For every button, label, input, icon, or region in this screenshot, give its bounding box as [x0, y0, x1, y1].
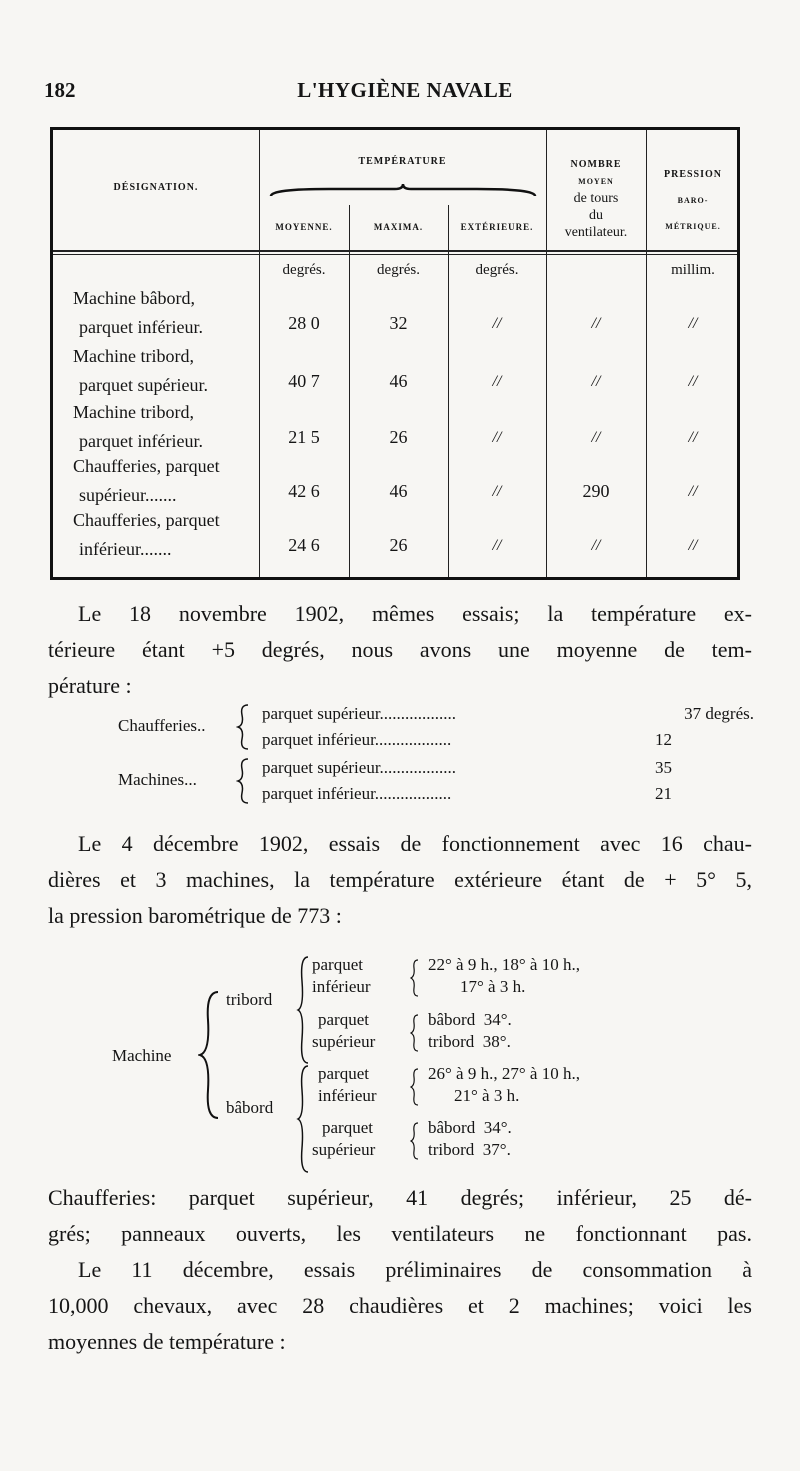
brace-glyph: [236, 703, 250, 751]
cell-pression: //: [688, 429, 698, 446]
cell-pression: //: [688, 483, 698, 500]
cell-moyenne: 28 0: [288, 313, 320, 333]
machine-label: Machine: [112, 1046, 172, 1065]
cell-moyenne: 24 6: [288, 535, 320, 555]
column-divider: [448, 205, 449, 577]
temperature-brace: [269, 182, 537, 198]
header-exterieure: EXTÉRIEURE.: [460, 222, 534, 232]
list-item-value: 12: [655, 730, 672, 749]
paragraph-line: pérature :: [48, 673, 132, 698]
list-item-text: parquet supérieur..................: [262, 704, 457, 723]
babord-label: bâbord: [226, 1098, 274, 1117]
cell-exterieure: //: [492, 483, 502, 500]
babord-superieur-value-1: bâbord 34°.: [428, 1118, 512, 1137]
header-nombre-line: MOYEN: [578, 177, 614, 186]
list-item-text: parquet inférieur..................: [262, 784, 452, 803]
cell-exterieure: //: [492, 373, 502, 390]
babord-parquet-inferieur-2: inférieur: [318, 1086, 377, 1105]
row-label-line: parquet inférieur.: [79, 317, 203, 337]
babord-inferieur-value-2: 21° à 3 h.: [454, 1086, 520, 1105]
list-item-value: 35: [655, 758, 672, 777]
header-maxima: MAXIMA.: [373, 222, 424, 232]
list-item-text: parquet inférieur..................: [262, 730, 452, 749]
header-pression: [646, 162, 740, 240]
cell-moyenne: 21 5: [288, 427, 320, 447]
paragraph-line: moyennes de température :: [48, 1329, 286, 1354]
unit-exterieure: degrés.: [475, 262, 519, 278]
paragraph-line: 10,000 chevaux, avec 28 chaudières et 2 machines; voici les: [48, 1293, 752, 1318]
cell-tours: //: [591, 429, 601, 446]
babord-inferieur-value-1: 26° à 9 h., 27° à 10 h.,: [428, 1064, 580, 1083]
paragraph: [48, 596, 752, 704]
paragraph-line: dières et 3 machines, la température extérieure étant de + 5° 5,: [48, 867, 752, 892]
babord-parquet-inferieur-1: parquet: [318, 1064, 369, 1083]
tribord-superieur-value-2: tribord 38°.: [428, 1032, 511, 1051]
header-designation: DÉSIGNATION.: [113, 182, 199, 193]
group-label-machines: Machines...: [118, 770, 197, 789]
paragraph-line: Le 18 novembre 1902, mêmes essais; la température ex-: [78, 601, 752, 626]
unit-pression: millim.: [671, 262, 715, 278]
brace-glyph: [410, 1013, 420, 1053]
row-label-line: Machine tribord,: [73, 402, 194, 422]
row-label-line: Machine tribord,: [73, 346, 194, 366]
babord-parquet-superieur-1: parquet: [322, 1118, 373, 1137]
table-row-label: [73, 398, 271, 456]
row-label-line: inférieur.......: [79, 539, 172, 559]
tribord-parquet-superieur-2: supérieur: [312, 1032, 376, 1051]
header-pression-line: PRESSION: [663, 169, 722, 180]
cell-exterieure: //: [492, 315, 502, 332]
tribord-label: tribord: [226, 990, 273, 1009]
header-rule: [53, 250, 737, 252]
brace-glyph: [410, 958, 420, 998]
paragraph: [48, 1180, 752, 1360]
header-nombre: [546, 156, 646, 241]
cell-moyenne: 40 7: [288, 371, 320, 391]
cell-exterieure: //: [492, 429, 502, 446]
row-label-line: Chaufferies, parquet: [73, 510, 220, 530]
tribord-parquet-inferieur-1: parquet: [312, 955, 363, 974]
cell-maxima: 46: [389, 481, 408, 501]
brace-glyph: [296, 955, 310, 1065]
cell-tours: //: [591, 373, 601, 390]
cell-moyenne: 42 6: [288, 481, 320, 501]
brace-glyph: [236, 757, 250, 805]
unit-moyenne: degrés.: [282, 262, 326, 278]
cell-tours: //: [591, 315, 601, 332]
brace-glyph: [410, 1067, 420, 1107]
running-title: L'HYGIÈNE NAVALE: [297, 78, 513, 102]
brace-glyph: [198, 990, 220, 1120]
cell-pression: //: [688, 537, 698, 554]
table-row-label: [73, 284, 271, 342]
header-rule: [53, 254, 737, 255]
cell-tours: 290: [582, 481, 610, 501]
paragraph-line: Le 11 décembre, essais préliminaires de consommation à: [78, 1257, 752, 1282]
cell-maxima: 46: [389, 371, 408, 391]
list-item-value: 21: [655, 784, 672, 803]
row-label-line: Machine bâbord,: [73, 288, 195, 308]
brace-glyph: [296, 1064, 310, 1174]
paragraph-line: térieure étant +5 degrés, nous avons une moyenne de tem-: [48, 637, 752, 662]
row-label-line: supérieur.......: [79, 485, 177, 505]
group-label-chaufferies: Chaufferies..: [118, 716, 206, 735]
tribord-inferieur-value-2: 17° à 3 h.: [460, 977, 526, 996]
header-temperature: TEMPÉRATURE: [358, 156, 447, 167]
paragraph-line: Chaufferies: parquet supérieur, 41 degrés; inférieur, 25 dé-: [48, 1185, 752, 1210]
header-moyenne: MOYENNE.: [275, 222, 333, 232]
babord-parquet-superieur-2: supérieur: [312, 1140, 376, 1159]
page-number: 182: [44, 78, 76, 102]
table-row-label: [73, 506, 271, 564]
brace-glyph: [410, 1121, 420, 1161]
table-row-label: [73, 452, 271, 510]
paragraph-line: Le 4 décembre 1902, essais de fonctionnement avec 16 chau-: [78, 831, 752, 856]
cell-maxima: 32: [389, 313, 408, 333]
header-nombre-line: du: [589, 208, 603, 223]
paragraph-line: grés; panneaux ouverts, les ventilateurs ne fonctionnant pas.: [48, 1221, 752, 1246]
header-nombre-line: NOMBRE: [570, 159, 622, 170]
temperature-table: [50, 127, 740, 580]
babord-superieur-value-2: tribord 37°.: [428, 1140, 511, 1159]
header-nombre-line: de tours: [573, 191, 619, 206]
tribord-superieur-value-1: bâbord 34°.: [428, 1010, 512, 1029]
cell-maxima: 26: [389, 535, 408, 555]
header-pression-line: MÉTRIQUE.: [665, 222, 721, 231]
cell-maxima: 26: [389, 427, 408, 447]
cell-pression: //: [688, 315, 698, 332]
cell-pression: //: [688, 373, 698, 390]
tribord-parquet-superieur-1: parquet: [318, 1010, 369, 1029]
header-pression-line: BARO-: [677, 196, 709, 205]
row-label-line: parquet inférieur.: [79, 431, 203, 451]
cell-tours: //: [591, 537, 601, 554]
unit-maxima: degrés.: [377, 262, 420, 278]
header-nombre-line: ventilateur.: [564, 225, 628, 240]
table-row-label: [73, 342, 271, 400]
paragraph: [48, 826, 752, 934]
list-item-value: 37 degrés.: [684, 704, 754, 723]
paragraph-line: la pression barométrique de 773 :: [48, 903, 342, 928]
cell-exterieure: //: [492, 537, 502, 554]
row-label-line: parquet supérieur.: [79, 375, 208, 395]
tribord-inferieur-value-1: 22° à 9 h., 18° à 10 h.,: [428, 955, 580, 974]
list-item-text: parquet supérieur..................: [262, 758, 457, 777]
row-label-line: Chaufferies, parquet: [73, 456, 220, 476]
tribord-parquet-inferieur-2: inférieur: [312, 977, 371, 996]
